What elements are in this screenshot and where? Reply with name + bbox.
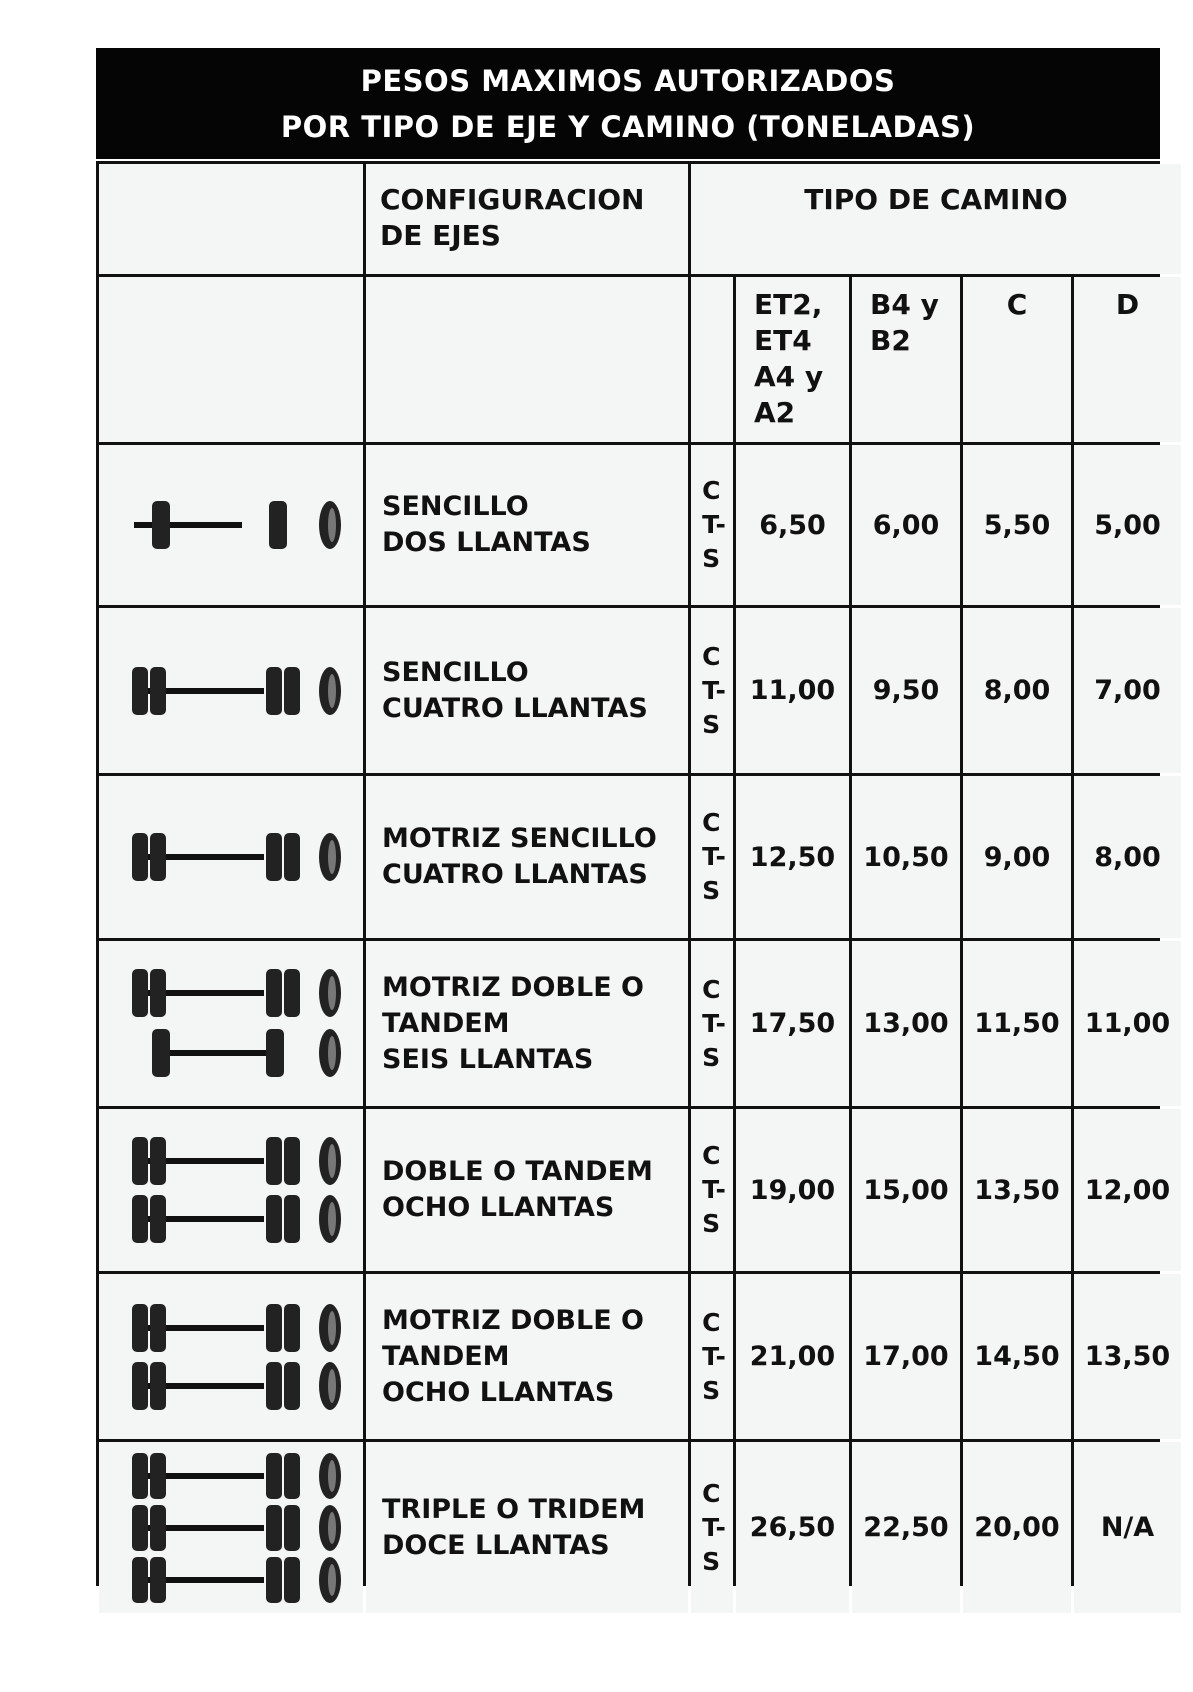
tandem-eight-tires-icon — [99, 1109, 363, 1271]
road-type-line: B4 y — [870, 288, 939, 321]
label-line: DOBLE O TANDEM — [382, 1156, 653, 1187]
label-line: CUATRO LLANTAS — [382, 859, 648, 890]
weight-value: 13,00 — [852, 941, 960, 1106]
weight-value: 14,50 — [963, 1274, 1071, 1439]
cts-line: C — [702, 641, 721, 671]
label-line: MOTRIZ DOBLE O — [382, 1304, 644, 1336]
road-type-b4-b2 — [852, 277, 960, 442]
road-type-line: C — [1006, 288, 1028, 321]
weight-value: 6,00 — [852, 445, 960, 605]
axle-label — [366, 608, 688, 773]
tridem-twelve-tires-icon — [99, 1442, 363, 1613]
weight-value: 22,50 — [852, 1442, 960, 1613]
drive-single-axle-four-tires-icon — [99, 776, 363, 938]
cts-line: C — [702, 476, 721, 505]
config-header-line-2: DE EJES — [380, 219, 501, 252]
cts-label — [691, 1109, 733, 1271]
label-line: TRIPLE O TRIDEM — [382, 1493, 646, 1525]
weight-value: 6,50 — [736, 445, 849, 605]
weight-value: 21,00 — [736, 1274, 849, 1439]
label-line: TANDEM — [382, 1340, 510, 1372]
weight-value: 5,50 — [963, 445, 1071, 605]
label-line: TANDEM — [382, 1007, 510, 1039]
cts-label — [691, 608, 733, 773]
cts-label — [691, 776, 733, 938]
single-axle-two-tires-icon — [99, 445, 363, 605]
road-type-line: A2 — [754, 396, 796, 429]
cts-line: T- — [702, 842, 726, 871]
cts-line: C — [702, 808, 721, 837]
weight-value: 13,50 — [963, 1109, 1071, 1271]
cts-line: S — [702, 1042, 721, 1072]
axle-label — [366, 1442, 688, 1613]
cts-line: C — [702, 1307, 721, 1337]
weight-value: 7,00 — [1074, 608, 1181, 773]
axle-label — [366, 776, 688, 938]
drive-tandem-eight-tires-icon — [99, 1274, 363, 1439]
cts-line: T- — [702, 1008, 726, 1038]
config-header — [366, 164, 688, 274]
cts-label — [691, 941, 733, 1106]
weight-value: 11,50 — [963, 941, 1071, 1106]
weight-value: 9,00 — [963, 776, 1071, 938]
weight-value: 8,00 — [963, 608, 1071, 773]
weight-value: 11,00 — [736, 608, 849, 773]
weight-value: 19,00 — [736, 1109, 849, 1271]
title-line-1: PESOS MAXIMOS AUTORIZADOS — [360, 63, 896, 98]
label-line: DOCE LLANTAS — [382, 1529, 610, 1561]
cts-line: S — [702, 1209, 721, 1238]
weight-value: 13,50 — [1074, 1274, 1181, 1439]
weight-value: 12,50 — [736, 776, 849, 938]
weight-value: 17,00 — [852, 1274, 960, 1439]
weight-value: 15,00 — [852, 1109, 960, 1271]
label-line: OCHO LLANTAS — [382, 1192, 615, 1223]
road-type-line: ET4 — [754, 324, 812, 357]
axle-label — [366, 941, 688, 1106]
cts-line: T- — [702, 675, 726, 705]
cts-line: T- — [702, 1175, 726, 1204]
label-line: MOTRIZ SENCILLO — [382, 823, 657, 854]
road-type-line: B2 — [870, 324, 911, 357]
weight-value: 11,00 — [1074, 941, 1181, 1106]
cts-line: S — [702, 1375, 721, 1405]
cts-line: C — [702, 1478, 721, 1508]
label-line: SEIS LLANTAS — [382, 1043, 594, 1075]
cts-label — [691, 445, 733, 605]
cts-line: S — [702, 1546, 721, 1576]
weight-value: 17,50 — [736, 941, 849, 1106]
cts-line: S — [702, 709, 721, 739]
title-line-2: POR TIPO DE EJE Y CAMINO (TONELADAS) — [280, 109, 976, 144]
road-type-line: A4 y — [754, 360, 824, 393]
table-title — [96, 48, 1160, 159]
config-header-line-1: CONFIGURACION — [380, 183, 645, 216]
weight-value: 12,00 — [1074, 1109, 1181, 1271]
label-line: CUATRO LLANTAS — [382, 692, 648, 724]
cts-line: S — [702, 544, 721, 573]
weight-value: 9,50 — [852, 608, 960, 773]
header-empty-cell — [691, 277, 733, 442]
weights-table — [96, 161, 1171, 1586]
cts-line: T- — [702, 1341, 726, 1371]
cts-line: C — [702, 974, 721, 1004]
label-line: MOTRIZ DOBLE O — [382, 971, 644, 1003]
weight-value: 10,50 — [852, 776, 960, 938]
road-type-line: D — [1115, 288, 1140, 321]
road-type-d — [1074, 277, 1181, 442]
label-line: SENCILLO — [382, 491, 529, 522]
label-line: SENCILLO — [382, 656, 529, 688]
weight-value: 26,50 — [736, 1442, 849, 1613]
cts-line: S — [702, 876, 721, 905]
weight-value: 8,00 — [1074, 776, 1181, 938]
label-line: OCHO LLANTAS — [382, 1376, 615, 1408]
cts-line: T- — [702, 510, 726, 539]
axle-label — [366, 1109, 688, 1271]
weight-value: 5,00 — [1074, 445, 1181, 605]
road-type-c — [963, 277, 1071, 442]
cts-line: T- — [702, 1512, 726, 1542]
header-empty-cell — [99, 164, 363, 274]
cts-label — [691, 1274, 733, 1439]
label-line: DOS LLANTAS — [382, 527, 591, 558]
header-empty-cell — [99, 277, 363, 442]
axle-label — [366, 1274, 688, 1439]
weight-value: 20,00 — [963, 1442, 1071, 1613]
cts-line: C — [702, 1141, 721, 1170]
axle-label — [366, 445, 688, 605]
header-empty-cell — [366, 277, 688, 442]
road-type-et2-a2 — [736, 277, 849, 442]
road-type-header: TIPO DE CAMINO — [691, 164, 1181, 274]
road-type-line: ET2, — [754, 288, 823, 321]
cts-label — [691, 1442, 733, 1613]
weight-value: N/A — [1074, 1442, 1181, 1613]
tandem-six-tires-icon — [99, 941, 363, 1106]
single-axle-four-tires-icon — [99, 608, 363, 773]
